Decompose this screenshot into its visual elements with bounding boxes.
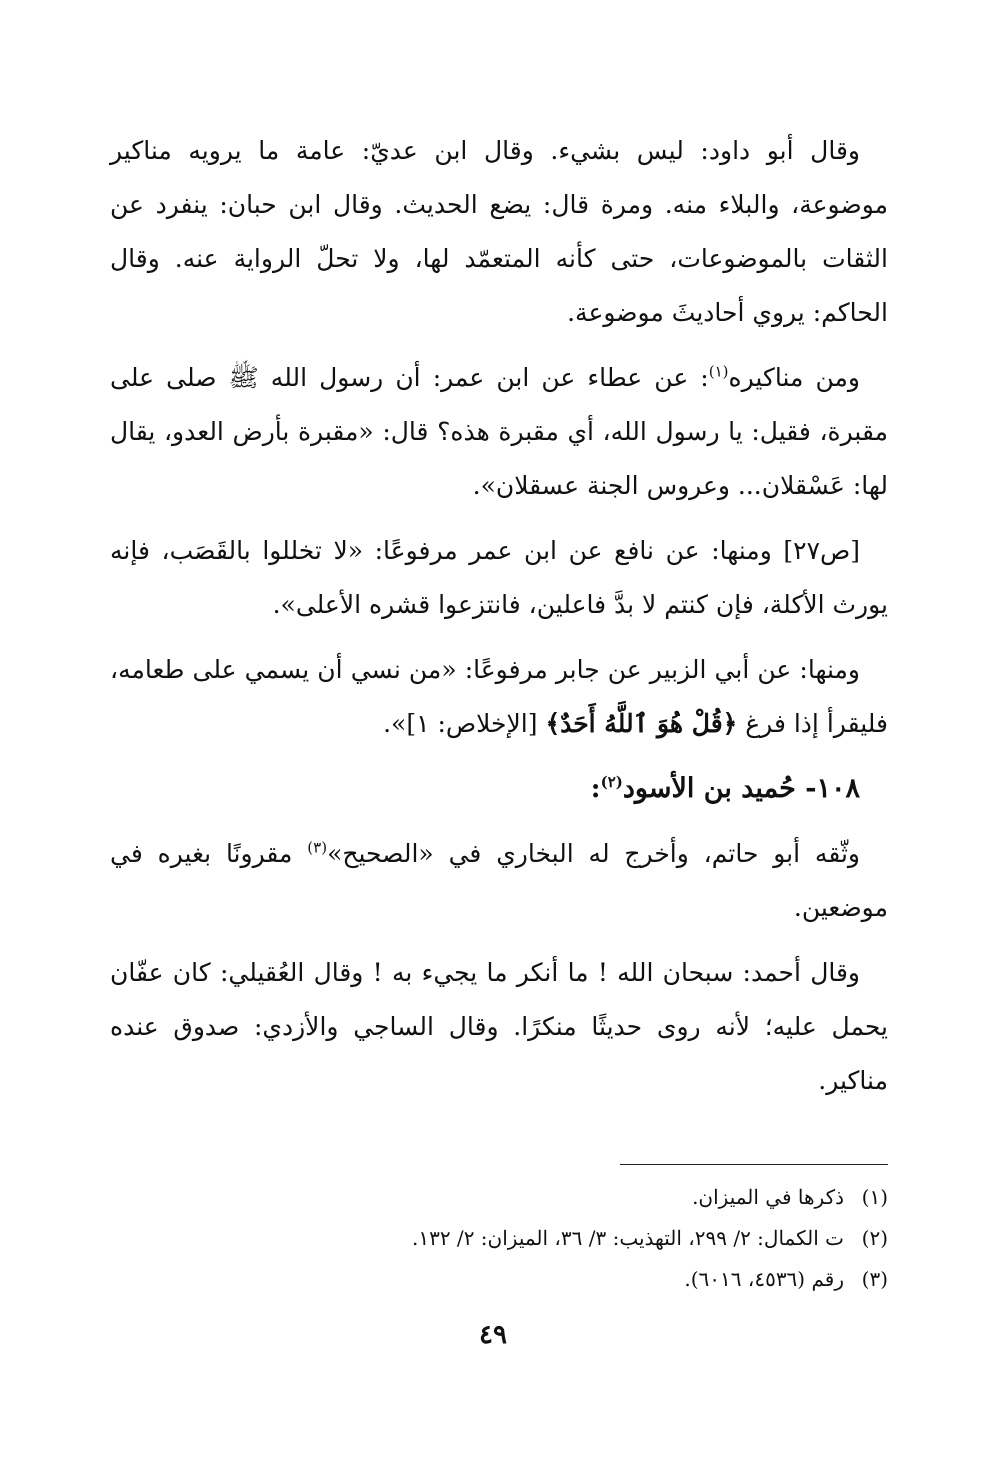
- footnote-number: (١): [861, 1185, 888, 1209]
- quran-verse: ﴿قُلْ هُوَ ٱللَّهُ أَحَدٌ﴾: [545, 709, 738, 738]
- footnote-2: [120, 1218, 888, 1259]
- footnote-text: ذكرها في الميزان.: [692, 1185, 844, 1209]
- paragraph-4: ومنها: عن أبي الزبير عن جابر مرفوعًا: «من نسي أن يسمي على طعامه، فليقرأ إذا فرغ ﴿قُلْ هُوَ ٱللَّهُ أَحَدٌ﴾ [الإخلاص: ١]».: [110, 655, 888, 738]
- paragraph-1: وقال أبو داود: ليس بشيء. وقال ابن عديّ: عامة ما يرويه مناكير موضوعة، والبلاء منه. ومرة قال: يضع الحديث. وقال ابن حبان: ينفرد عن الثقات بالموضوعات، حتى كأنه المتعمّد لها، ولا تحلّ الرواية عنه. وقال الحاكم: يروي أحاديثَ موضوعة.: [110, 136, 888, 327]
- footnote-3: [120, 1259, 888, 1300]
- footnote-ref-1[interactable]: (١): [708, 362, 729, 381]
- paragraph-6: وقال أحمد: سبحان الله ! ما أنكر ما يجيء به ! وقال العُقيلي: كان عفّان يحمل عليه؛ لأنه روى حديثًا منكرًا. وقال الساجي والأزدي: صدوق عنده مناكير.: [110, 958, 888, 1095]
- footnote-divider: [620, 1164, 888, 1165]
- footnote-number: (٣): [861, 1267, 888, 1291]
- footnote-ref-2[interactable]: (٢): [600, 773, 623, 791]
- paragraph-3: [ص٢٧] ومنها: عن نافع عن ابن عمر مرفوعًا: «لا تخللوا بالقَصَب، فإنه يورث الأكلة، فإن كنتم لا بدَّ فاعلين، فانتزعوا قشره الأعلى».: [110, 536, 888, 619]
- page-number: ٤٩: [479, 1320, 507, 1350]
- footnote-text: ت الكمال: ٢/ ٢٩٩، التهذيب: ٣/ ٣٦، الميزان: ٢/ ١٣٢.: [411, 1226, 844, 1250]
- footnotes: [120, 1177, 888, 1300]
- main-text: [110, 124, 888, 1119]
- footnote-1: [120, 1177, 888, 1218]
- footnote-ref-3[interactable]: (٣): [307, 838, 328, 857]
- paragraph-2: ومن مناكيره$^{(١)}$: عن عطاء عن ابن عمر: أن رسول الله ﷺ صلى على مقبرة، فقيل: يا رسول الله، أي مقبرة هذه؟ قال: «مقبرة بأرض العدو، يقال لها: عَسْقلان... وعروس الجنة عسقلان».: [110, 362, 888, 500]
- entry-heading: ١٠٨- حُميد بن الأسود$^{(٢)}$:: [590, 773, 860, 804]
- footnote-text: رقم (٤٥٣٦، ٦٠١٦).: [684, 1267, 844, 1291]
- paragraph-5: وثّقه أبو حاتم، وأخرج له البخاري في «الصحيح»$^{(٣)}$ مقرونًا بغيره في موضعين.: [110, 838, 888, 922]
- footnote-number: (٢): [861, 1226, 888, 1250]
